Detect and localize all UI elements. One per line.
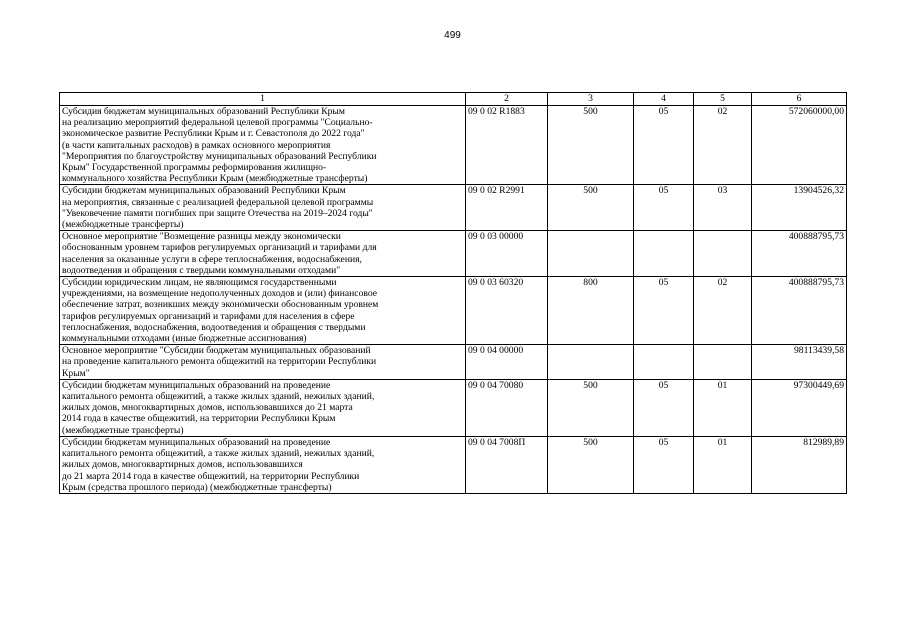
table-row — [60, 231, 847, 277]
description-line: водоотведения и обращения с твердыми коммунальными отходами" — [62, 264, 341, 276]
code-cell: 09 0 04 7008П — [466, 436, 548, 493]
table-row — [60, 436, 847, 493]
description-line: (межбюджетные трансферты) — [62, 424, 184, 436]
description-line: на реализацию мероприятий федеральной целевой программы "Социально- — [62, 117, 373, 129]
header-col-1: 1 — [60, 93, 466, 106]
description-line: населения за оказанные услуги в сфере теплоснабжения, водоснабжения, — [62, 253, 362, 265]
amount-cell: 98113439,58 — [752, 345, 847, 380]
amount-cell: 400888795,73 — [752, 277, 847, 345]
col5-cell: 02 — [694, 277, 752, 345]
table-row — [60, 106, 847, 185]
col4-cell: 05 — [634, 106, 694, 185]
col4-cell: 05 — [634, 379, 694, 436]
header-col-3: 3 — [548, 93, 634, 106]
col5-cell: 03 — [694, 185, 752, 231]
header-col-2: 2 — [466, 93, 548, 106]
amount-cell: 400888795,73 — [752, 231, 847, 277]
col5-cell — [694, 231, 752, 277]
description-line: Субсидии юридическим лицам, не являющимся государственными — [62, 277, 337, 289]
description-cell — [60, 106, 466, 185]
col5-cell — [694, 345, 752, 380]
description-line: Субсидия бюджетам муниципальных образований Республики Крым — [62, 106, 345, 117]
col3-cell: 800 — [548, 277, 634, 345]
description-cell — [60, 345, 466, 380]
description-line: (межбюджетные трансферты) — [62, 219, 184, 231]
col5-cell: 01 — [694, 436, 752, 493]
code-cell: 09 0 04 70080 — [466, 379, 548, 436]
description-line: 2014 года в качестве общежитий, на территории Республики Крым — [62, 413, 336, 425]
col3-cell: 500 — [548, 379, 634, 436]
description-line: на проведение капитального ремонта общежитий на территории Республики — [62, 356, 377, 368]
code-cell: 09 0 03 00000 — [466, 231, 548, 277]
header-col-6: 6 — [752, 93, 847, 106]
col3-cell — [548, 345, 634, 380]
code-cell: 09 0 02 R1883 — [466, 106, 548, 185]
description-line: "Мероприятия по благоустройству муниципальных образований Республики — [62, 150, 377, 162]
table-row — [60, 345, 847, 380]
col3-cell: 500 — [548, 185, 634, 231]
description-line: Основное мероприятие "Субсидии бюджетам муниципальных образований — [62, 345, 371, 357]
description-line: на мероприятия, связанные с реализацией федеральной целевой программы — [62, 196, 374, 208]
description-cell — [60, 277, 466, 345]
description-line: Субсидии бюджетам муниципальных образований на проведение — [62, 436, 331, 448]
col3-cell: 500 — [548, 106, 634, 185]
amount-cell: 812989,89 — [752, 436, 847, 493]
table-row — [60, 185, 847, 231]
description-line: капитального ремонта общежитий, а также жилых зданий, нежилых зданий, — [62, 391, 375, 403]
description-line: Субсидии бюджетам муниципальных образований на проведение — [62, 379, 331, 391]
description-line: капитального ремонта общежитий, а также жилых зданий, нежилых зданий, — [62, 448, 375, 460]
description-line: коммунального хозяйства Республики Крым (межбюджетные трансферты) — [62, 173, 368, 185]
description-cell — [60, 185, 466, 231]
code-cell: 09 0 02 R2991 — [466, 185, 548, 231]
description-line: Крым" Государственной программы реформирования жилищно- — [62, 162, 327, 174]
description-cell — [60, 436, 466, 493]
description-line: Крым" — [62, 367, 90, 379]
col4-cell — [634, 345, 694, 380]
description-line: до 21 марта 2014 года в качестве общежитий, на территории Республики — [62, 470, 360, 482]
col3-cell: 500 — [548, 436, 634, 493]
col4-cell: 05 — [634, 185, 694, 231]
description-line: экономическое развитие Республики Крым и г. Севастополя до 2022 года" — [62, 128, 365, 140]
description-line: учреждениями, на возмещение недополученных доходов и (или) финансовое — [62, 288, 378, 300]
col4-cell: 05 — [634, 277, 694, 345]
header-col-5: 5 — [694, 93, 752, 106]
table-row — [60, 277, 847, 345]
code-cell: 09 0 03 60320 — [466, 277, 548, 345]
amount-cell: 572060000,00 — [752, 106, 847, 185]
col5-cell: 01 — [694, 379, 752, 436]
description-line: (в части капитальных расходов) в рамках основного мероприятия — [62, 139, 331, 151]
description-cell — [60, 379, 466, 436]
description-line: тарифов регулируемых организаций и тарифами для населения в сфере — [62, 310, 355, 322]
description-line: Основное мероприятие "Возмещение разницы между экономически — [62, 231, 341, 243]
description-line: обеспечение затрат, возникших между экономически обоснованным уровнем — [62, 299, 379, 311]
description-line: коммунальными отходами (иные бюджетные ассигнования) — [62, 333, 307, 345]
col4-cell: 05 — [634, 436, 694, 493]
description-cell — [60, 231, 466, 277]
code-cell: 09 0 04 00000 — [466, 345, 548, 380]
amount-cell: 13904526,32 — [752, 185, 847, 231]
budget-table — [59, 92, 847, 494]
description-line: жилых домов, многоквартирных домов, использовавшихся до 21 марта — [62, 402, 353, 414]
header-row — [60, 93, 847, 106]
amount-cell: 97300449,69 — [752, 379, 847, 436]
description-line: обоснованным уровнем тарифов регулируемых организаций и тарифами для — [62, 242, 377, 254]
description-line: "Увековечение памяти погибших при защите Отечества на 2019–2024 годы" — [62, 207, 373, 219]
description-line: теплоснабжения, водоснабжения, водоотведения и обращения с твердыми — [62, 321, 366, 333]
page-number: 499 — [444, 30, 461, 41]
col5-cell: 02 — [694, 106, 752, 185]
description-line: Крым (средства прошлого периода) (межбюджетные трансферты) — [62, 481, 332, 493]
header-col-4: 4 — [634, 93, 694, 106]
col3-cell — [548, 231, 634, 277]
description-line: Субсидии бюджетам муниципальных образований Республики Крым — [62, 185, 346, 197]
table-row — [60, 379, 847, 436]
description-line: жилых домов, многоквартирных домов, использовавшихся — [62, 459, 303, 471]
col4-cell — [634, 231, 694, 277]
